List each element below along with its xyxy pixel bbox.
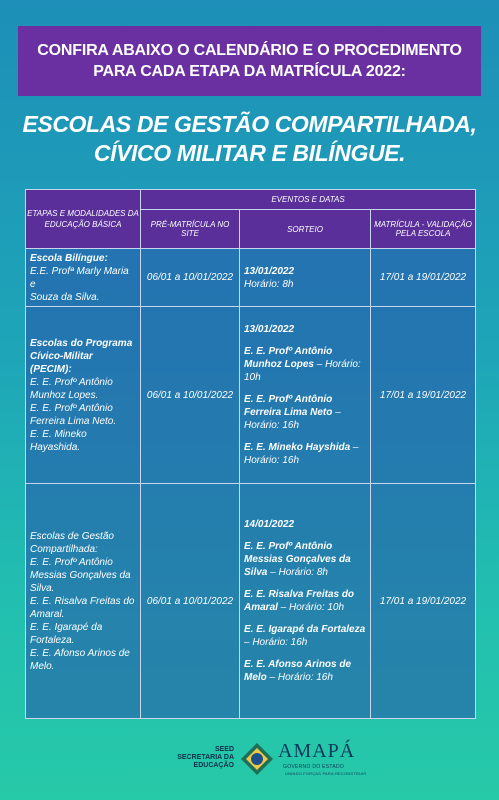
stage-line: E. E. Risalva Freitas do Amaral. [30, 595, 135, 620]
header-pre-enrollment: PRÉ-MATRÍCULA NO SITE [141, 210, 240, 249]
draw-cell [240, 307, 371, 484]
draw-date: 13/01/2022 [244, 265, 295, 277]
draw-item [244, 658, 366, 684]
draw-school: E. E. Profº Antônio Messias Gonçalves da Silva [244, 541, 351, 578]
stage-title: Escolas de Gestão Compartilhada: [30, 530, 114, 555]
draw-school: E. E. Igarapé da Fortaleza [244, 624, 366, 635]
stage-title: Escolas do Programa Cívico-Militar (PECIM): [30, 337, 133, 375]
enrollment-cell: 17/01 a 19/01/2022 [371, 484, 476, 719]
banner-line-2: PARA CADA ETAPA DA MATRÍCULA 2022: [93, 63, 406, 80]
enrollment-calendar-table [25, 189, 476, 719]
pre-enrollment-cell: 06/01 a 10/01/2022 [141, 484, 240, 719]
stage-title: Escola Bilíngue: [30, 252, 108, 264]
stage-cell [26, 484, 141, 719]
header-events: EVENTOS E DATAS [141, 190, 476, 210]
stage-line: E. E. Igarapé da Fortaleza. [30, 621, 103, 646]
headline [0, 110, 499, 168]
draw-item [244, 441, 366, 467]
draw-cell [240, 249, 371, 307]
header-stage: ETAPAS E MODALIDADES DA EDUCAÇÃO BÁSICA [26, 190, 141, 249]
stage-line: E. E. Profº Antônio Messias Gonçalves da Silva. [30, 556, 131, 594]
header-enrollment: MATRÍCULA - VALIDAÇÃO PELA ESCOLA [371, 210, 476, 249]
draw-school: E. E. Profº Antônio Munhoz Lopes [244, 346, 333, 370]
headline-line-1: ESCOLAS DE GESTÃO COMPARTILHADA, [22, 111, 477, 137]
stage-line: E. E. Mineko Hayashida. [30, 428, 87, 453]
amapa-tagline: UNINDO FORÇAS PARA RECONSTRUIR [285, 771, 367, 776]
draw-time: – Horário: 8h [267, 567, 328, 578]
draw-time: – Horário: 16h [266, 672, 333, 683]
seed-logo-line: EDUCAÇÃO [193, 762, 234, 769]
top-banner [18, 26, 481, 96]
stage-line: E. E. Profº Antônio Munhoz Lopes. [30, 376, 113, 401]
draw-school: E. E. Afonso Arinos de Melo [244, 659, 352, 683]
pre-enrollment-cell: 06/01 a 10/01/2022 [141, 307, 240, 484]
draw-item [244, 540, 366, 579]
enrollment-cell: 17/01 a 19/01/2022 [371, 307, 476, 484]
table-row [26, 307, 476, 484]
draw-item [244, 588, 366, 614]
draw-time: – Horário: 10h [244, 359, 361, 383]
table-row [26, 249, 476, 307]
draw-school: E. E. Risalva Freitas do Amaral [244, 589, 355, 613]
stage-line: E. E. Profº Antônio Ferreira Lima Neto. [30, 402, 117, 427]
header-draw: SORTEIO [240, 210, 371, 249]
draw-item [244, 623, 366, 649]
stage-cell [26, 249, 141, 307]
headline-line-2: CÍVICO MILITAR E BILÍNGUE. [93, 140, 406, 166]
draw-school: E. E. Profº Antônio Ferreira Lima Neto [244, 394, 333, 418]
pre-enrollment-cell: 06/01 a 10/01/2022 [141, 249, 240, 307]
draw-time: – Horário: 16h [244, 407, 341, 431]
draw-item [244, 393, 366, 432]
banner-line-1: CONFIRA ABAIXO O CALENDÁRIO E O PROCEDIMENTO [37, 42, 462, 59]
footer [0, 738, 499, 788]
draw-time: Horário: 8h [244, 278, 294, 290]
seed-logo-line: SEED [214, 746, 234, 753]
draw-time: – Horário: 16h [244, 442, 359, 466]
draw-date: 14/01/2022 [244, 519, 295, 530]
stage-line: E.E. Profª Marly Maria e [30, 265, 129, 290]
draw-school: E. E. Mineko Hayshida [244, 442, 351, 453]
draw-cell [240, 484, 371, 719]
amapa-emblem-icon [240, 742, 274, 776]
stage-line: E. E. Afonso Arinos de Melo. [30, 647, 130, 672]
stage-cell [26, 307, 141, 484]
draw-item [244, 345, 366, 384]
seed-logo [158, 746, 234, 770]
draw-date: 13/01/2022 [244, 324, 295, 335]
amapa-wordmark: AMAPÁ [278, 740, 356, 762]
draw-time: – Horário: 16h [244, 637, 308, 648]
enrollment-cell: 17/01 a 19/01/2022 [371, 249, 476, 307]
amapa-subtitle: GOVERNO DO ESTADO [283, 764, 345, 770]
stage-line: Souza da Silva. [30, 291, 100, 303]
seed-logo-line: SECRETARIA DA [177, 754, 234, 761]
draw-time: – Horário: 10h [277, 602, 345, 613]
table-row [26, 484, 476, 719]
